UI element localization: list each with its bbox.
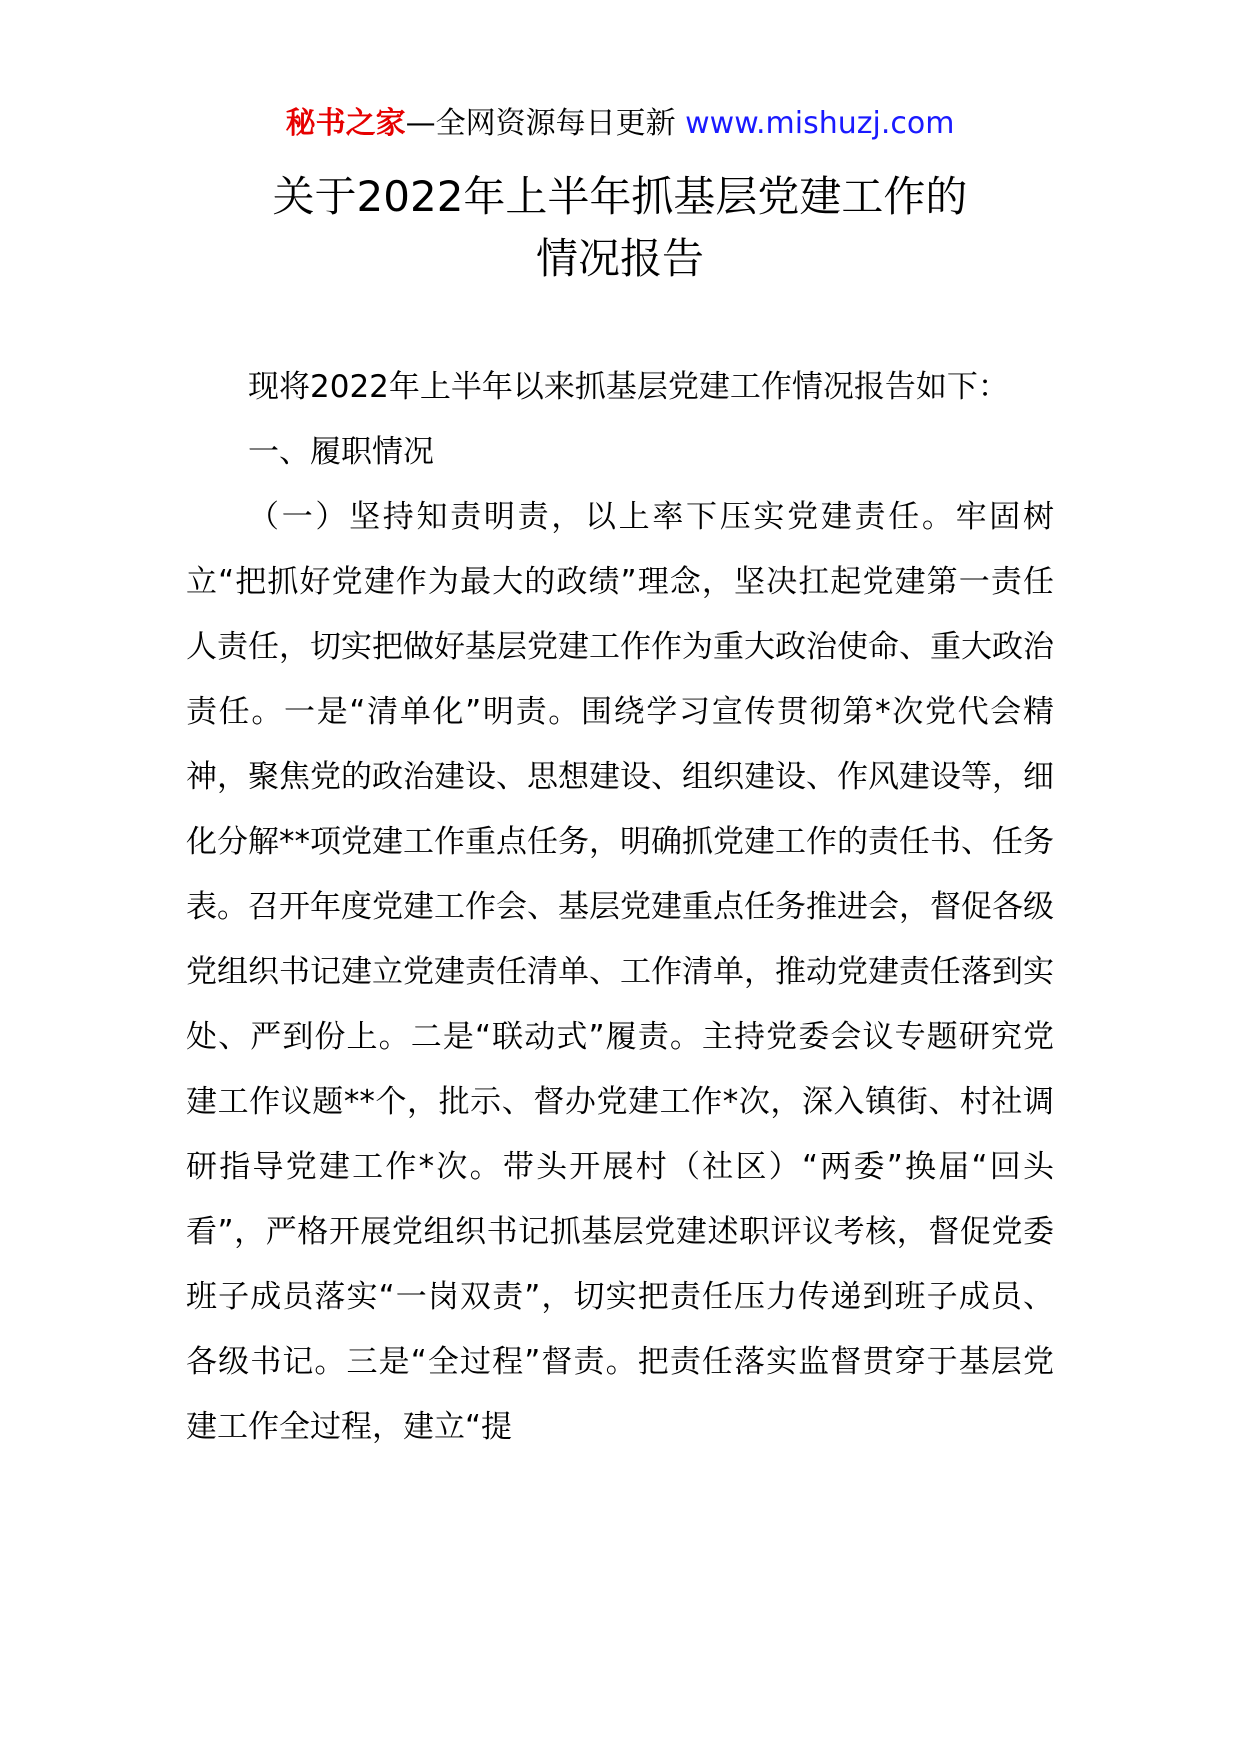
site-banner (0, 104, 1240, 144)
brand-name: 秘书之家 (285, 106, 406, 141)
title-line-1: 关于2022年上半年抓基层党建工作的 (272, 172, 968, 221)
section-heading: 一、履职情况 (248, 434, 434, 470)
body-paragraph: （一）坚持知责明责，以上率下压实党建责任。牢固树立“把抓好党建作为最大的政绩”理念，坚决扛起党建第一责任人责任，切实把做好基层党建工作作为重大政治使命、重大政治责任。一是“清单化”明责。围绕学习宣传贯彻第*次党代会精神，聚焦党的政治建设、思想建设、组织建设、作风建设等，细化分解**项党建工作重点任务，明确抓党建工作的责任书、任务表。召开年度党建工作会、基层党建重点任务推进会，督促各级党组织书记建立党建责任清单、工作清单，推动党建责任落到实处、严到份上。二是“联动式”履责。主持党委会议专题研究党建工作议题**个，批示、督办党建工作*次，深入镇街、村社调研指导党建工作*次。带头开展村（社区）“两委”换届“回头看”，严格开展党组织书记抓基层党建述职评议考核，督促党委班子成员落实“一岗双责”，切实把责任压力传递到班子成员、各级书记。三是“全过程”督责。把责任落实监督贯穿于基层党建工作全过程，建立“提 (186, 499, 1054, 1445)
title-line-2: 情况报告 (535, 234, 704, 283)
document-title (0, 166, 1240, 290)
document-body (186, 355, 1054, 1460)
intro-paragraph: 现将2022年上半年以来抓基层党建工作情况报告如下： (248, 369, 1009, 405)
site-url-link[interactable]: www.mishuzj.com (685, 106, 955, 141)
site-slogan: —全网资源每日更新 (405, 106, 676, 141)
